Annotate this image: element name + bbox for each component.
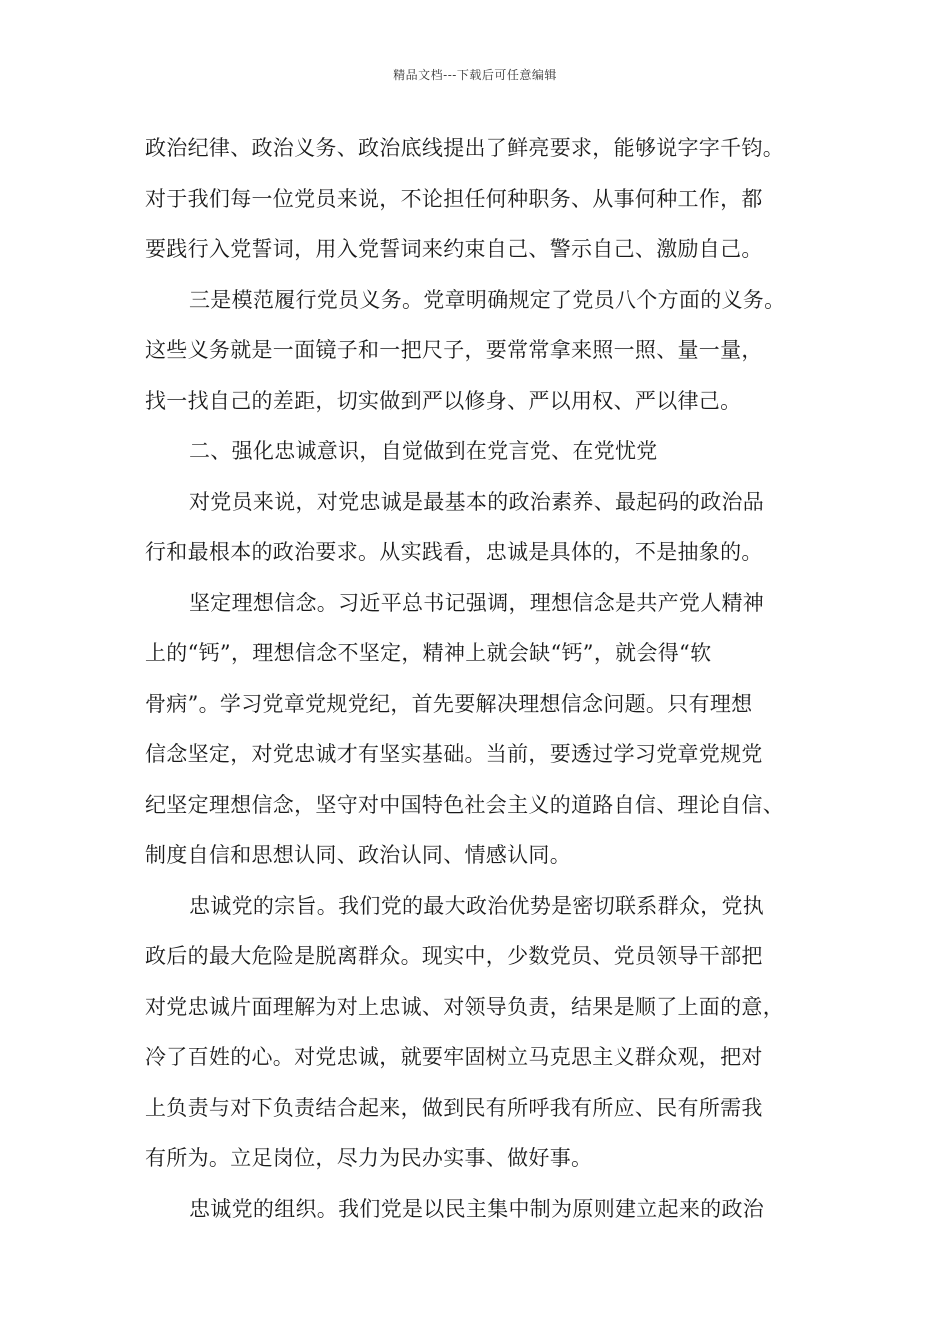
text-line: 有所为。立足岗位，尽力为民办实事、做好事。 [145, 1146, 593, 1170]
text-line: 对党忠诚片面理解为对上忠诚、对领导负责，结果是顺了上面的意， [145, 994, 784, 1019]
text-line: 找一找自己的差距，切实做到严以修身、严以用权、严以律己。 [145, 388, 742, 413]
text-line: 制度自信和思想认同、政治认同、情感认同。 [145, 843, 571, 867]
paragraph-start-line: 对党员来说，对党忠诚是最基本的政治素养、最起码的政治品 [189, 489, 765, 514]
text-line: 信念坚定，对党忠诚才有坚实基础。当前，要透过学习党章党规党 [145, 742, 763, 766]
text-line: 对于我们每一位党员来说，不论担任何种职务、从事何种工作，都 [145, 186, 763, 211]
paragraph-start-line: 忠诚党的组织。我们党是以民主集中制为原则建立起来的政治 [189, 1196, 765, 1221]
section-heading: 二、强化忠诚意识，自觉做到在党言党、在党忧党 [189, 439, 658, 463]
page-header: 精品文档---下载后可任意编辑 [393, 68, 557, 82]
text-line: 这些义务就是一面镜子和一把尺子，要常常拿来照一照、量一量， [145, 338, 763, 362]
text-line: 冷了百姓的心。对党忠诚，就要牢固树立马克思主义群众观，把对 [145, 1045, 763, 1069]
paragraph-start-line: 三是模范履行党员义务。党章明确规定了党员八个方面的义务。 [189, 287, 786, 312]
text-line: 政后的最大危险是脱离群众。现实中，少数党员、党员领导干部把 [145, 944, 763, 968]
text-line: 纪坚定理想信念，坚守对中国特色社会主义的道路自信、理论自信、 [145, 792, 784, 817]
document-body [145, 128, 817, 1239]
text-line: 政治纪律、政治义务、政治底线提出了鲜亮要求，能够说字字千钧。 [145, 136, 784, 160]
text-line: 行和最根本的政治要求。从实践看，忠诚是具体的，不是抽象的。 [145, 540, 763, 564]
text-line: 上负责与对下负责结合起来，做到民有所呼我有所应、民有所需我 [145, 1095, 763, 1120]
paragraph-start-line: 坚定理想信念。习近平总书记强调，理想信念是共产党人精神 [189, 590, 765, 615]
text-line: 骨病”。学习党章党规党纪，首先要解决理想信念问题。只有理想 [145, 691, 753, 716]
text-line: 上的“钙”，理想信念不坚定，精神上就会缺“钙”，就会得“软 [145, 641, 712, 665]
text-line: 要践行入党誓词，用入党誓词来约束自己、警示自己、激励自己。 [145, 237, 763, 261]
paragraph-start-line: 忠诚党的宗旨。我们党的最大政治优势是密切联系群众，党执 [189, 893, 765, 918]
